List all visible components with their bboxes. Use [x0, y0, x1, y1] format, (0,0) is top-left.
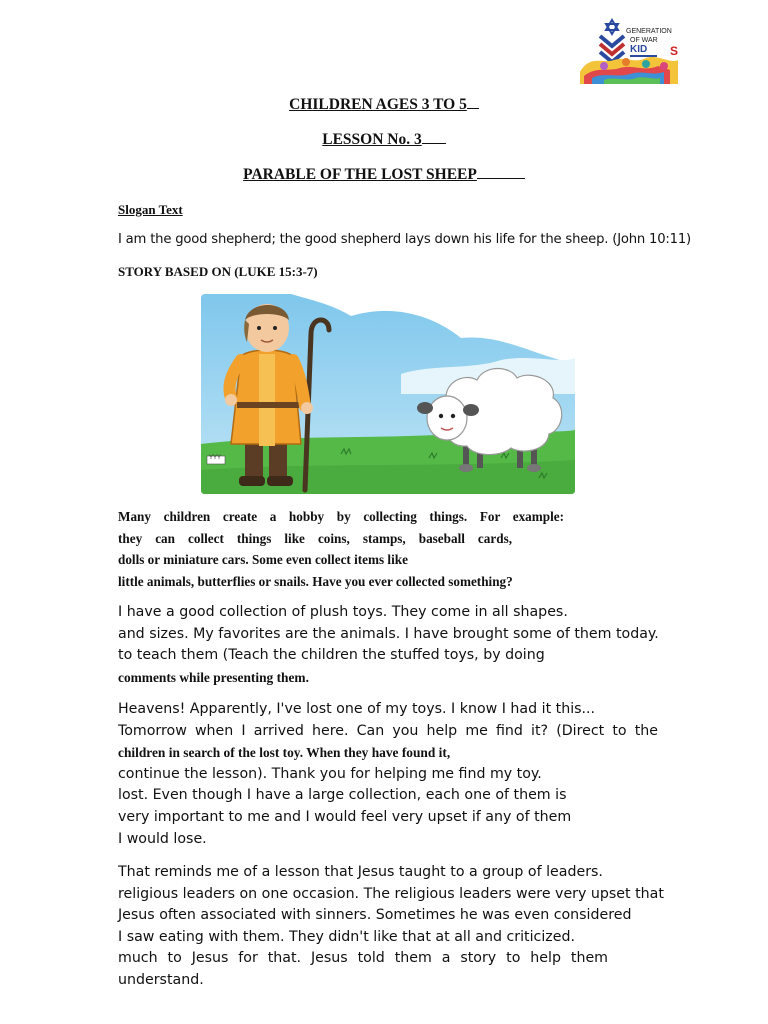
logo-text-line1: GENERATION: [626, 28, 672, 35]
logo-text-line2: OF WAR: [630, 37, 658, 44]
paragraph-line: continue the lesson). Thank you for helping me find my toy.: [118, 765, 542, 782]
story-label: STORY BASED ON (LUKE 15:3-7): [118, 264, 318, 279]
paragraph-line: I saw eating with them. They didn't like that at all and criticized.: [118, 928, 575, 945]
intro-line: little animals, butterflies or snails. Have you ever collected something?: [118, 573, 513, 589]
paragraph-line: Jesus often associated with sinners. Sometimes he was even considered: [118, 907, 632, 924]
intro-paragraph: [118, 506, 568, 592]
chevrons-icon: [600, 36, 624, 62]
paragraph-line: very important to me and I would feel very upset if any of them: [118, 808, 572, 825]
title-heading: [0, 166, 768, 184]
paragraph-line: to teach them (Teach the children the stuffed toys, by doing: [118, 647, 545, 664]
paragraph-line: I would lose.: [118, 830, 207, 847]
lesson-heading: [0, 131, 768, 149]
paragraph-line: and sizes. My favorites are the animals. I have brought some of them today.: [118, 625, 659, 642]
paragraph-line: religious leaders on one occasion. The religious leaders were very upset that: [118, 885, 664, 902]
paragraph-line: comments while presenting them.: [118, 669, 309, 685]
paragraph-line: much to Jesus for that. Jesus told them a story to help them: [118, 950, 608, 967]
paragraph-1: [118, 602, 690, 688]
paragraph-line: Heavens! Apparently, I've lost one of my toys. I know I had it this...: [118, 701, 596, 717]
paragraph-line: I have a good collection of plush toys. They come in all shapes.: [118, 604, 568, 620]
paragraph-line: lost. Even though I have a large collection, each one of them is: [118, 787, 567, 804]
slogan-label-text: Slogan Text: [118, 202, 183, 217]
kids-splash-icon: [580, 57, 678, 84]
slogan-text: I am the good shepherd; the good shepherd lays down his life for the sheep. (John 10:11): [118, 232, 692, 247]
age-heading: [0, 96, 768, 114]
paragraph-line: Tomorrow when I arrived here. Can you help me find it? (Direct to the: [118, 722, 658, 739]
slogan-label: [118, 202, 193, 218]
logo-text-line3: KID: [630, 44, 657, 57]
paragraph-line: understand.: [118, 971, 204, 988]
logo-text-s: S: [670, 44, 679, 58]
title-heading-text: PARABLE OF THE LOST SHEEP: [243, 166, 477, 183]
star-of-david-icon: [606, 20, 618, 34]
age-heading-text: CHILDREN AGES 3 TO 5: [289, 96, 467, 113]
paragraph-line: children in search of the lost toy. When they have found it,: [118, 745, 451, 761]
intro-line: dolls or miniature cars. Some even collect items like: [118, 552, 408, 567]
intro-line: Many children create a hobby by collecting things. For example:: [118, 509, 564, 524]
illustration-sign-text: YYY: [209, 455, 222, 461]
lesson-heading-text: LESSON No. 3: [322, 131, 422, 148]
logo: [574, 14, 696, 88]
paragraph-2: [118, 699, 690, 850]
shepherd-sheep-illustration: [201, 294, 575, 494]
paragraph-3: [118, 862, 690, 992]
paragraph-line: That reminds me of a lesson that Jesus taught to a group of leaders.: [118, 864, 603, 880]
intro-line: they can collect things like coins, stamps, baseball cards,: [118, 530, 512, 546]
